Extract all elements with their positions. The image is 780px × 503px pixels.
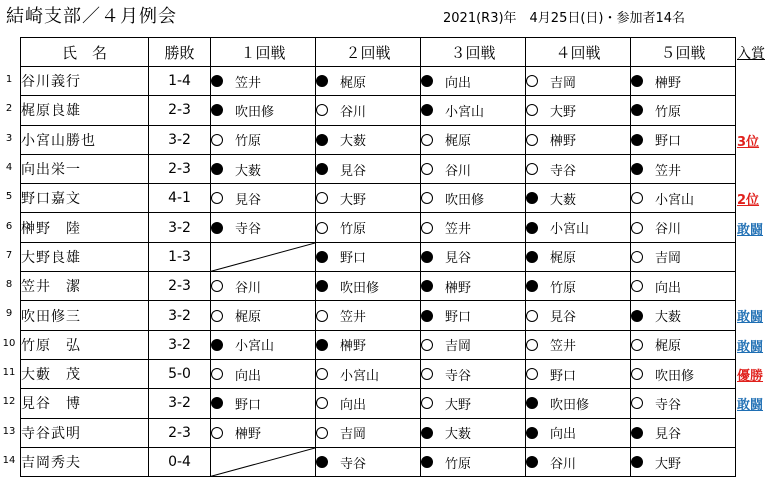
player-name: 向出栄一 bbox=[21, 154, 149, 183]
opponent-name: 谷川 bbox=[550, 456, 577, 472]
round-result bbox=[421, 359, 526, 388]
player-name: 笠井 潔 bbox=[21, 272, 149, 301]
opponent-name: 見谷 bbox=[445, 251, 472, 267]
win-loss-record: 1-3 bbox=[149, 242, 211, 271]
round-result bbox=[421, 96, 526, 125]
opponent-name: 吹田修 bbox=[655, 368, 695, 384]
round-result bbox=[211, 67, 316, 96]
open-circle-icon bbox=[526, 339, 538, 351]
round-result bbox=[631, 96, 736, 125]
opponent-name: 大薮 bbox=[445, 427, 472, 443]
opponent-name: 榊野 bbox=[340, 339, 367, 355]
opponent-name: 寺谷 bbox=[340, 456, 367, 472]
opponent-name: 笠井 bbox=[340, 310, 367, 326]
opponent-name: 寺谷 bbox=[235, 222, 262, 238]
round-result bbox=[631, 272, 736, 301]
win-loss-record: 2-3 bbox=[149, 154, 211, 183]
opponent-name: 大野 bbox=[340, 192, 367, 208]
open-circle-icon bbox=[316, 192, 328, 204]
round-result bbox=[526, 125, 631, 154]
round-result bbox=[316, 125, 421, 154]
player-name: 大野良雄 bbox=[21, 242, 149, 271]
row-number: 11 bbox=[2, 367, 16, 378]
round-result bbox=[316, 154, 421, 183]
filled-circle-icon bbox=[526, 397, 538, 409]
open-circle-icon bbox=[316, 427, 328, 439]
round-result bbox=[631, 184, 736, 213]
open-circle-icon bbox=[211, 427, 223, 439]
player-row bbox=[21, 184, 736, 213]
opponent-name: 見谷 bbox=[550, 310, 577, 326]
open-circle-icon bbox=[421, 134, 433, 146]
player-name: 梶原良雄 bbox=[21, 96, 149, 125]
bye-cell bbox=[211, 447, 316, 476]
filled-circle-icon bbox=[316, 163, 328, 175]
round-result bbox=[316, 272, 421, 301]
filled-circle-icon bbox=[421, 75, 433, 87]
bye-cell bbox=[211, 242, 316, 271]
opponent-name: 竹原 bbox=[445, 456, 472, 472]
round-result bbox=[526, 272, 631, 301]
open-circle-icon bbox=[631, 280, 643, 292]
filled-circle-icon bbox=[526, 456, 538, 468]
player-row bbox=[21, 154, 736, 183]
player-name: 大藪 茂 bbox=[21, 359, 149, 388]
win-loss-record: 3-2 bbox=[149, 389, 211, 418]
round-result bbox=[211, 154, 316, 183]
round-result bbox=[526, 301, 631, 330]
opponent-name: 向出 bbox=[340, 397, 367, 413]
round-result bbox=[631, 125, 736, 154]
filled-circle-icon bbox=[631, 163, 643, 175]
round-result bbox=[211, 330, 316, 359]
player-name: 吉岡秀夫 bbox=[21, 447, 149, 476]
opponent-name: 笠井 bbox=[235, 75, 262, 91]
opponent-name: 谷川 bbox=[235, 280, 262, 296]
opponent-name: 谷川 bbox=[340, 104, 367, 120]
player-name: 竹原 弘 bbox=[21, 330, 149, 359]
opponent-name: 笠井 bbox=[655, 163, 682, 179]
round-result bbox=[421, 389, 526, 418]
round-result bbox=[211, 125, 316, 154]
round-result bbox=[631, 389, 736, 418]
filled-circle-icon bbox=[526, 427, 538, 439]
bye-slash-icon bbox=[211, 448, 315, 476]
results-table-body bbox=[21, 38, 736, 477]
round-result bbox=[421, 125, 526, 154]
opponent-name: 大野 bbox=[550, 104, 577, 120]
open-circle-icon bbox=[526, 104, 538, 116]
filled-circle-icon bbox=[631, 427, 643, 439]
open-circle-icon bbox=[211, 134, 223, 146]
row-number: 12 bbox=[2, 396, 16, 408]
round-result bbox=[631, 301, 736, 330]
row-number: 10 bbox=[2, 337, 16, 349]
row-number: 7 bbox=[5, 249, 13, 261]
round-result bbox=[631, 447, 736, 476]
round-result bbox=[631, 213, 736, 242]
opponent-name: 大野 bbox=[445, 397, 472, 413]
opponent-name: 梶原 bbox=[655, 339, 682, 355]
opponent-name: 梶原 bbox=[445, 134, 472, 150]
round-result bbox=[211, 301, 316, 330]
win-loss-record: 4-1 bbox=[149, 184, 211, 213]
round-result bbox=[421, 330, 526, 359]
open-circle-icon bbox=[211, 310, 223, 322]
opponent-name: 大薮 bbox=[235, 163, 262, 179]
header-round-2: ２回戦 bbox=[316, 38, 421, 67]
filled-circle-icon bbox=[421, 251, 433, 263]
round-result bbox=[316, 330, 421, 359]
open-circle-icon bbox=[631, 251, 643, 263]
round-result bbox=[421, 213, 526, 242]
filled-circle-icon bbox=[421, 104, 433, 116]
opponent-name: 吉岡 bbox=[340, 427, 367, 443]
open-circle-icon bbox=[631, 368, 643, 380]
filled-circle-icon bbox=[316, 280, 328, 292]
open-circle-icon bbox=[526, 163, 538, 175]
row-number: 13 bbox=[2, 425, 16, 437]
round-result bbox=[211, 96, 316, 125]
header-name: 氏 名 bbox=[21, 38, 149, 67]
filled-circle-icon bbox=[421, 280, 433, 292]
round-result bbox=[526, 242, 631, 271]
filled-circle-icon bbox=[316, 134, 328, 146]
round-result bbox=[421, 301, 526, 330]
row-number: 1 bbox=[5, 74, 13, 85]
opponent-name: 大薮 bbox=[340, 134, 367, 150]
player-row bbox=[21, 242, 736, 271]
filled-circle-icon bbox=[526, 251, 538, 263]
round-result bbox=[316, 67, 421, 96]
opponent-name: 小宮山 bbox=[550, 222, 590, 238]
round-result bbox=[631, 418, 736, 447]
player-row bbox=[21, 125, 736, 154]
player-row bbox=[21, 447, 736, 476]
opponent-name: 見谷 bbox=[340, 163, 367, 179]
round-result bbox=[526, 418, 631, 447]
round-result bbox=[631, 67, 736, 96]
round-result bbox=[631, 359, 736, 388]
row-number: 14 bbox=[2, 454, 16, 466]
opponent-name: 野口 bbox=[655, 134, 682, 150]
row-number: 4 bbox=[5, 161, 13, 173]
opponent-name: 野口 bbox=[550, 368, 577, 384]
opponent-name: 大薮 bbox=[655, 310, 682, 326]
opponent-name: 吹田修 bbox=[550, 397, 590, 413]
row-number: 8 bbox=[5, 279, 13, 291]
round-result bbox=[526, 330, 631, 359]
award-badge: 敢闘 bbox=[737, 310, 764, 326]
open-circle-icon bbox=[211, 280, 223, 292]
round-result bbox=[526, 213, 631, 242]
round-result bbox=[316, 389, 421, 418]
opponent-name: 榊野 bbox=[445, 280, 472, 296]
open-circle-icon bbox=[421, 222, 433, 234]
player-row bbox=[21, 96, 736, 125]
opponent-name: 寺谷 bbox=[550, 163, 577, 179]
round-result bbox=[526, 96, 631, 125]
round-result bbox=[421, 184, 526, 213]
filled-circle-icon bbox=[526, 280, 538, 292]
round-result bbox=[526, 447, 631, 476]
round-result bbox=[421, 447, 526, 476]
round-result bbox=[316, 242, 421, 271]
round-result bbox=[631, 154, 736, 183]
opponent-name: 吉岡 bbox=[655, 251, 682, 267]
open-circle-icon bbox=[316, 368, 328, 380]
opponent-name: 梶原 bbox=[550, 251, 577, 267]
open-circle-icon bbox=[526, 368, 538, 380]
opponent-name: 梶原 bbox=[235, 310, 262, 326]
player-row bbox=[21, 301, 736, 330]
win-loss-record: 5-0 bbox=[149, 359, 211, 388]
filled-circle-icon bbox=[316, 251, 328, 263]
player-name: 榊野 陸 bbox=[21, 213, 149, 242]
opponent-name: 吹田修 bbox=[340, 280, 380, 296]
filled-circle-icon bbox=[211, 75, 223, 87]
event-meta: 2021(R3)年 4月25日(日)・参加者14名 bbox=[443, 11, 686, 26]
round-result bbox=[421, 154, 526, 183]
opponent-name: 吹田修 bbox=[235, 104, 275, 120]
win-loss-record: 2-3 bbox=[149, 96, 211, 125]
opponent-name: 笠井 bbox=[445, 222, 472, 238]
open-circle-icon bbox=[631, 222, 643, 234]
open-circle-icon bbox=[421, 192, 433, 204]
filled-circle-icon bbox=[211, 397, 223, 409]
open-circle-icon bbox=[316, 104, 328, 116]
opponent-name: 竹原 bbox=[340, 222, 367, 238]
header-round-5: ５回戦 bbox=[631, 38, 736, 67]
round-result bbox=[421, 242, 526, 271]
player-row bbox=[21, 213, 736, 242]
opponent-name: 榊野 bbox=[655, 75, 682, 91]
header-row bbox=[21, 38, 736, 67]
opponent-name: 竹原 bbox=[550, 280, 577, 296]
opponent-name: 野口 bbox=[445, 310, 472, 326]
win-loss-record: 3-2 bbox=[149, 213, 211, 242]
filled-circle-icon bbox=[421, 427, 433, 439]
filled-circle-icon bbox=[211, 222, 223, 234]
player-name: 野口嘉文 bbox=[21, 184, 149, 213]
row-number: 2 bbox=[5, 103, 13, 115]
filled-circle-icon bbox=[316, 456, 328, 468]
opponent-name: 竹原 bbox=[235, 134, 262, 150]
award-badge: 3位 bbox=[737, 134, 760, 150]
round-result bbox=[526, 389, 631, 418]
round-result bbox=[631, 242, 736, 271]
opponent-name: 寺谷 bbox=[655, 397, 682, 413]
player-name: 寺谷武明 bbox=[21, 418, 149, 447]
win-loss-record: 0-4 bbox=[149, 447, 211, 476]
opponent-name: 梶原 bbox=[340, 75, 367, 91]
round-result bbox=[211, 359, 316, 388]
win-loss-record: 2-3 bbox=[149, 272, 211, 301]
opponent-name: 向出 bbox=[445, 75, 472, 91]
opponent-name: 野口 bbox=[340, 251, 367, 267]
row-number: 6 bbox=[5, 220, 13, 232]
filled-circle-icon bbox=[421, 456, 433, 468]
open-circle-icon bbox=[526, 310, 538, 322]
round-result bbox=[211, 213, 316, 242]
filled-circle-icon bbox=[631, 456, 643, 468]
award-badge: 2位 bbox=[737, 193, 760, 209]
row-number: 9 bbox=[5, 308, 13, 320]
opponent-name: 小宮山 bbox=[340, 368, 380, 384]
round-result bbox=[316, 447, 421, 476]
round-result bbox=[316, 184, 421, 213]
round-result bbox=[526, 67, 631, 96]
open-circle-icon bbox=[421, 339, 433, 351]
opponent-name: 小宮山 bbox=[235, 339, 275, 355]
filled-circle-icon bbox=[316, 339, 328, 351]
opponent-name: 吹田修 bbox=[445, 192, 485, 208]
opponent-name: 榊野 bbox=[235, 427, 262, 443]
award-badge: 優勝 bbox=[737, 369, 764, 384]
round-result bbox=[211, 184, 316, 213]
opponent-name: 吉岡 bbox=[445, 339, 472, 355]
opponent-name: 大薮 bbox=[550, 192, 577, 208]
round-result bbox=[211, 389, 316, 418]
opponent-name: 小宮山 bbox=[655, 192, 695, 208]
opponent-name: 見谷 bbox=[655, 427, 682, 443]
open-circle-icon bbox=[421, 163, 433, 175]
opponent-name: 谷川 bbox=[655, 222, 682, 238]
player-name: 吹田修三 bbox=[21, 301, 149, 330]
award-badge: 敢闘 bbox=[737, 222, 764, 238]
filled-circle-icon bbox=[211, 104, 223, 116]
open-circle-icon bbox=[421, 397, 433, 409]
player-row bbox=[21, 272, 736, 301]
round-result bbox=[421, 272, 526, 301]
player-row bbox=[21, 67, 736, 96]
open-circle-icon bbox=[631, 339, 643, 351]
player-name: 小宮山勝也 bbox=[21, 125, 149, 154]
open-circle-icon bbox=[316, 222, 328, 234]
opponent-name: 竹原 bbox=[655, 104, 682, 120]
win-loss-record: 1-4 bbox=[149, 67, 211, 96]
filled-circle-icon bbox=[631, 75, 643, 87]
player-row bbox=[21, 418, 736, 447]
award-badge: 敢闘 bbox=[737, 398, 764, 414]
opponent-name: 向出 bbox=[235, 368, 262, 384]
header-award: 入賞 bbox=[737, 46, 765, 62]
open-circle-icon bbox=[316, 310, 328, 322]
filled-circle-icon bbox=[631, 104, 643, 116]
player-name: 谷川義行 bbox=[21, 67, 149, 96]
round-result bbox=[421, 418, 526, 447]
header-round-1: １回戦 bbox=[211, 38, 316, 67]
opponent-name: 榊野 bbox=[550, 134, 577, 150]
opponent-name: 大野 bbox=[655, 456, 682, 472]
header-round-4: ４回戦 bbox=[526, 38, 631, 67]
round-result bbox=[526, 154, 631, 183]
header-round-3: ３回戦 bbox=[421, 38, 526, 67]
filled-circle-icon bbox=[526, 192, 538, 204]
opponent-name: 見谷 bbox=[235, 192, 262, 208]
round-result bbox=[211, 418, 316, 447]
round-result bbox=[631, 330, 736, 359]
round-result bbox=[211, 272, 316, 301]
round-result bbox=[526, 359, 631, 388]
award-badge: 敢闘 bbox=[737, 339, 764, 355]
open-circle-icon bbox=[526, 75, 538, 87]
opponent-name: 寺谷 bbox=[445, 368, 472, 384]
open-circle-icon bbox=[631, 397, 643, 409]
filled-circle-icon bbox=[631, 310, 643, 322]
win-loss-record: 3-2 bbox=[149, 125, 211, 154]
bye-slash-icon bbox=[211, 243, 315, 271]
row-number: 3 bbox=[5, 132, 13, 144]
filled-circle-icon bbox=[211, 163, 223, 175]
round-result bbox=[316, 96, 421, 125]
open-circle-icon bbox=[631, 192, 643, 204]
filled-circle-icon bbox=[316, 75, 328, 87]
opponent-name: 谷川 bbox=[445, 163, 472, 179]
opponent-name: 向出 bbox=[655, 280, 682, 296]
player-row bbox=[21, 330, 736, 359]
filled-circle-icon bbox=[631, 134, 643, 146]
win-loss-record: 2-3 bbox=[149, 418, 211, 447]
opponent-name: 笠井 bbox=[550, 339, 577, 355]
round-result bbox=[526, 184, 631, 213]
open-circle-icon bbox=[211, 192, 223, 204]
open-circle-icon bbox=[421, 368, 433, 380]
player-name: 見谷 博 bbox=[21, 389, 149, 418]
win-loss-record: 3-2 bbox=[149, 330, 211, 359]
round-result bbox=[421, 67, 526, 96]
header-record: 勝敗 bbox=[149, 38, 211, 67]
round-result bbox=[316, 418, 421, 447]
round-result bbox=[316, 213, 421, 242]
filled-circle-icon bbox=[211, 339, 223, 351]
opponent-name: 小宮山 bbox=[445, 104, 485, 120]
round-result bbox=[316, 359, 421, 388]
round-result bbox=[316, 301, 421, 330]
open-circle-icon bbox=[316, 397, 328, 409]
filled-circle-icon bbox=[421, 310, 433, 322]
open-circle-icon bbox=[526, 134, 538, 146]
opponent-name: 野口 bbox=[235, 397, 262, 413]
filled-circle-icon bbox=[526, 222, 538, 234]
player-row bbox=[21, 359, 736, 388]
row-number: 5 bbox=[5, 191, 13, 203]
page-title: 結崎支部／４月例会 bbox=[6, 6, 177, 27]
open-circle-icon bbox=[211, 368, 223, 380]
results-table bbox=[20, 37, 736, 477]
player-row bbox=[21, 389, 736, 418]
opponent-name: 向出 bbox=[550, 427, 577, 443]
win-loss-record: 3-2 bbox=[149, 301, 211, 330]
opponent-name: 吉岡 bbox=[550, 75, 577, 91]
